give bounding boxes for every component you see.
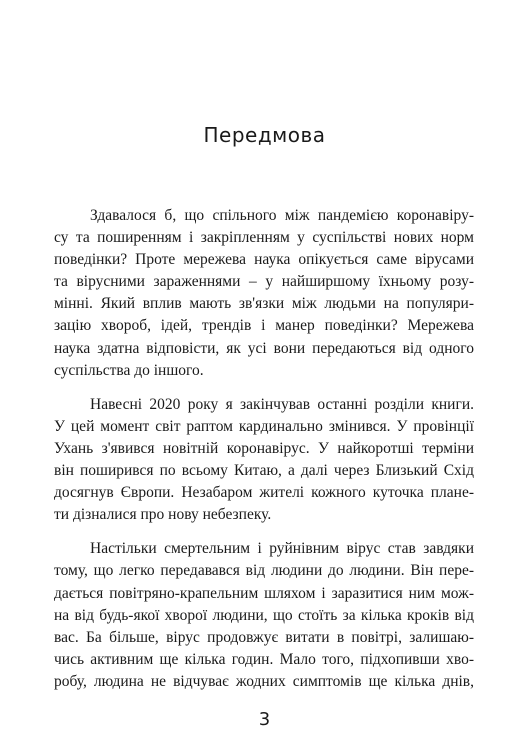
text-line: досягнув Європи. Незабаром жителі кожного куточка плане- (54, 484, 474, 502)
body-text (54, 205, 474, 705)
text-line: тому, що легко передавався від людини до людини. Він пере- (54, 562, 474, 580)
text-line: чись активним ще кілька годин. Мало того, підхопивши хво- (54, 650, 474, 668)
text-line: робу, людина не відчуває жодних симптомів ще кілька днів, (54, 672, 474, 690)
text-line: поведінки? Проте мережева наука опікується саме вірусами (54, 251, 474, 269)
text-line: су та поширенням і закріпленням у суспільстві нових норм (54, 229, 474, 247)
text-line: Ухань з'явився новітній коронавірус. У найкоротші терміни (54, 439, 474, 457)
text-line: вас. Ба більше, вірус продовжує витати в повітрі, залишаю- (54, 628, 474, 646)
text-line: Навесні 2020 року я закінчував останні розділи книги. (90, 395, 474, 413)
paragraph-3 (54, 538, 474, 693)
paragraph-1 (54, 205, 474, 382)
text-line: У цей момент світ раптом кардинально змінився. У провінції (54, 417, 474, 435)
text-line: Настільки смертельним і руйнівним вірус став завдяки (90, 540, 474, 558)
text-line: суспільства до іншого. (54, 361, 204, 379)
page-title: Передмова (203, 123, 326, 147)
paragraph-2 (54, 394, 474, 527)
text-line: на від будь-якої хворої людини, що стоїть за кілька кроків від (54, 606, 474, 624)
text-line: мінні. Який вплив мають зв'язки між людьми на популяри- (54, 295, 474, 313)
text-line: наука здатна відповісти, як усі вони передаються від одного (54, 339, 474, 357)
text-line: Здавалося б, що спільного між пандемією коронавіру- (90, 207, 474, 224)
text-line: дається повітряно-крапельним шляхом і заразитися ним мож- (54, 584, 474, 602)
text-line: зацію хвороб, ідей, трендів і манер поведінки? Мережева (54, 317, 474, 335)
page-number: 3 (258, 709, 271, 730)
text-line: та вірусними зараженнями – у найширшому їхньому розу- (54, 273, 474, 291)
text-line: він поширився по всьому Китаю, а далі через Близький Схід (54, 462, 474, 480)
text-line: ти дізналися про нову небезпеку. (54, 506, 272, 524)
